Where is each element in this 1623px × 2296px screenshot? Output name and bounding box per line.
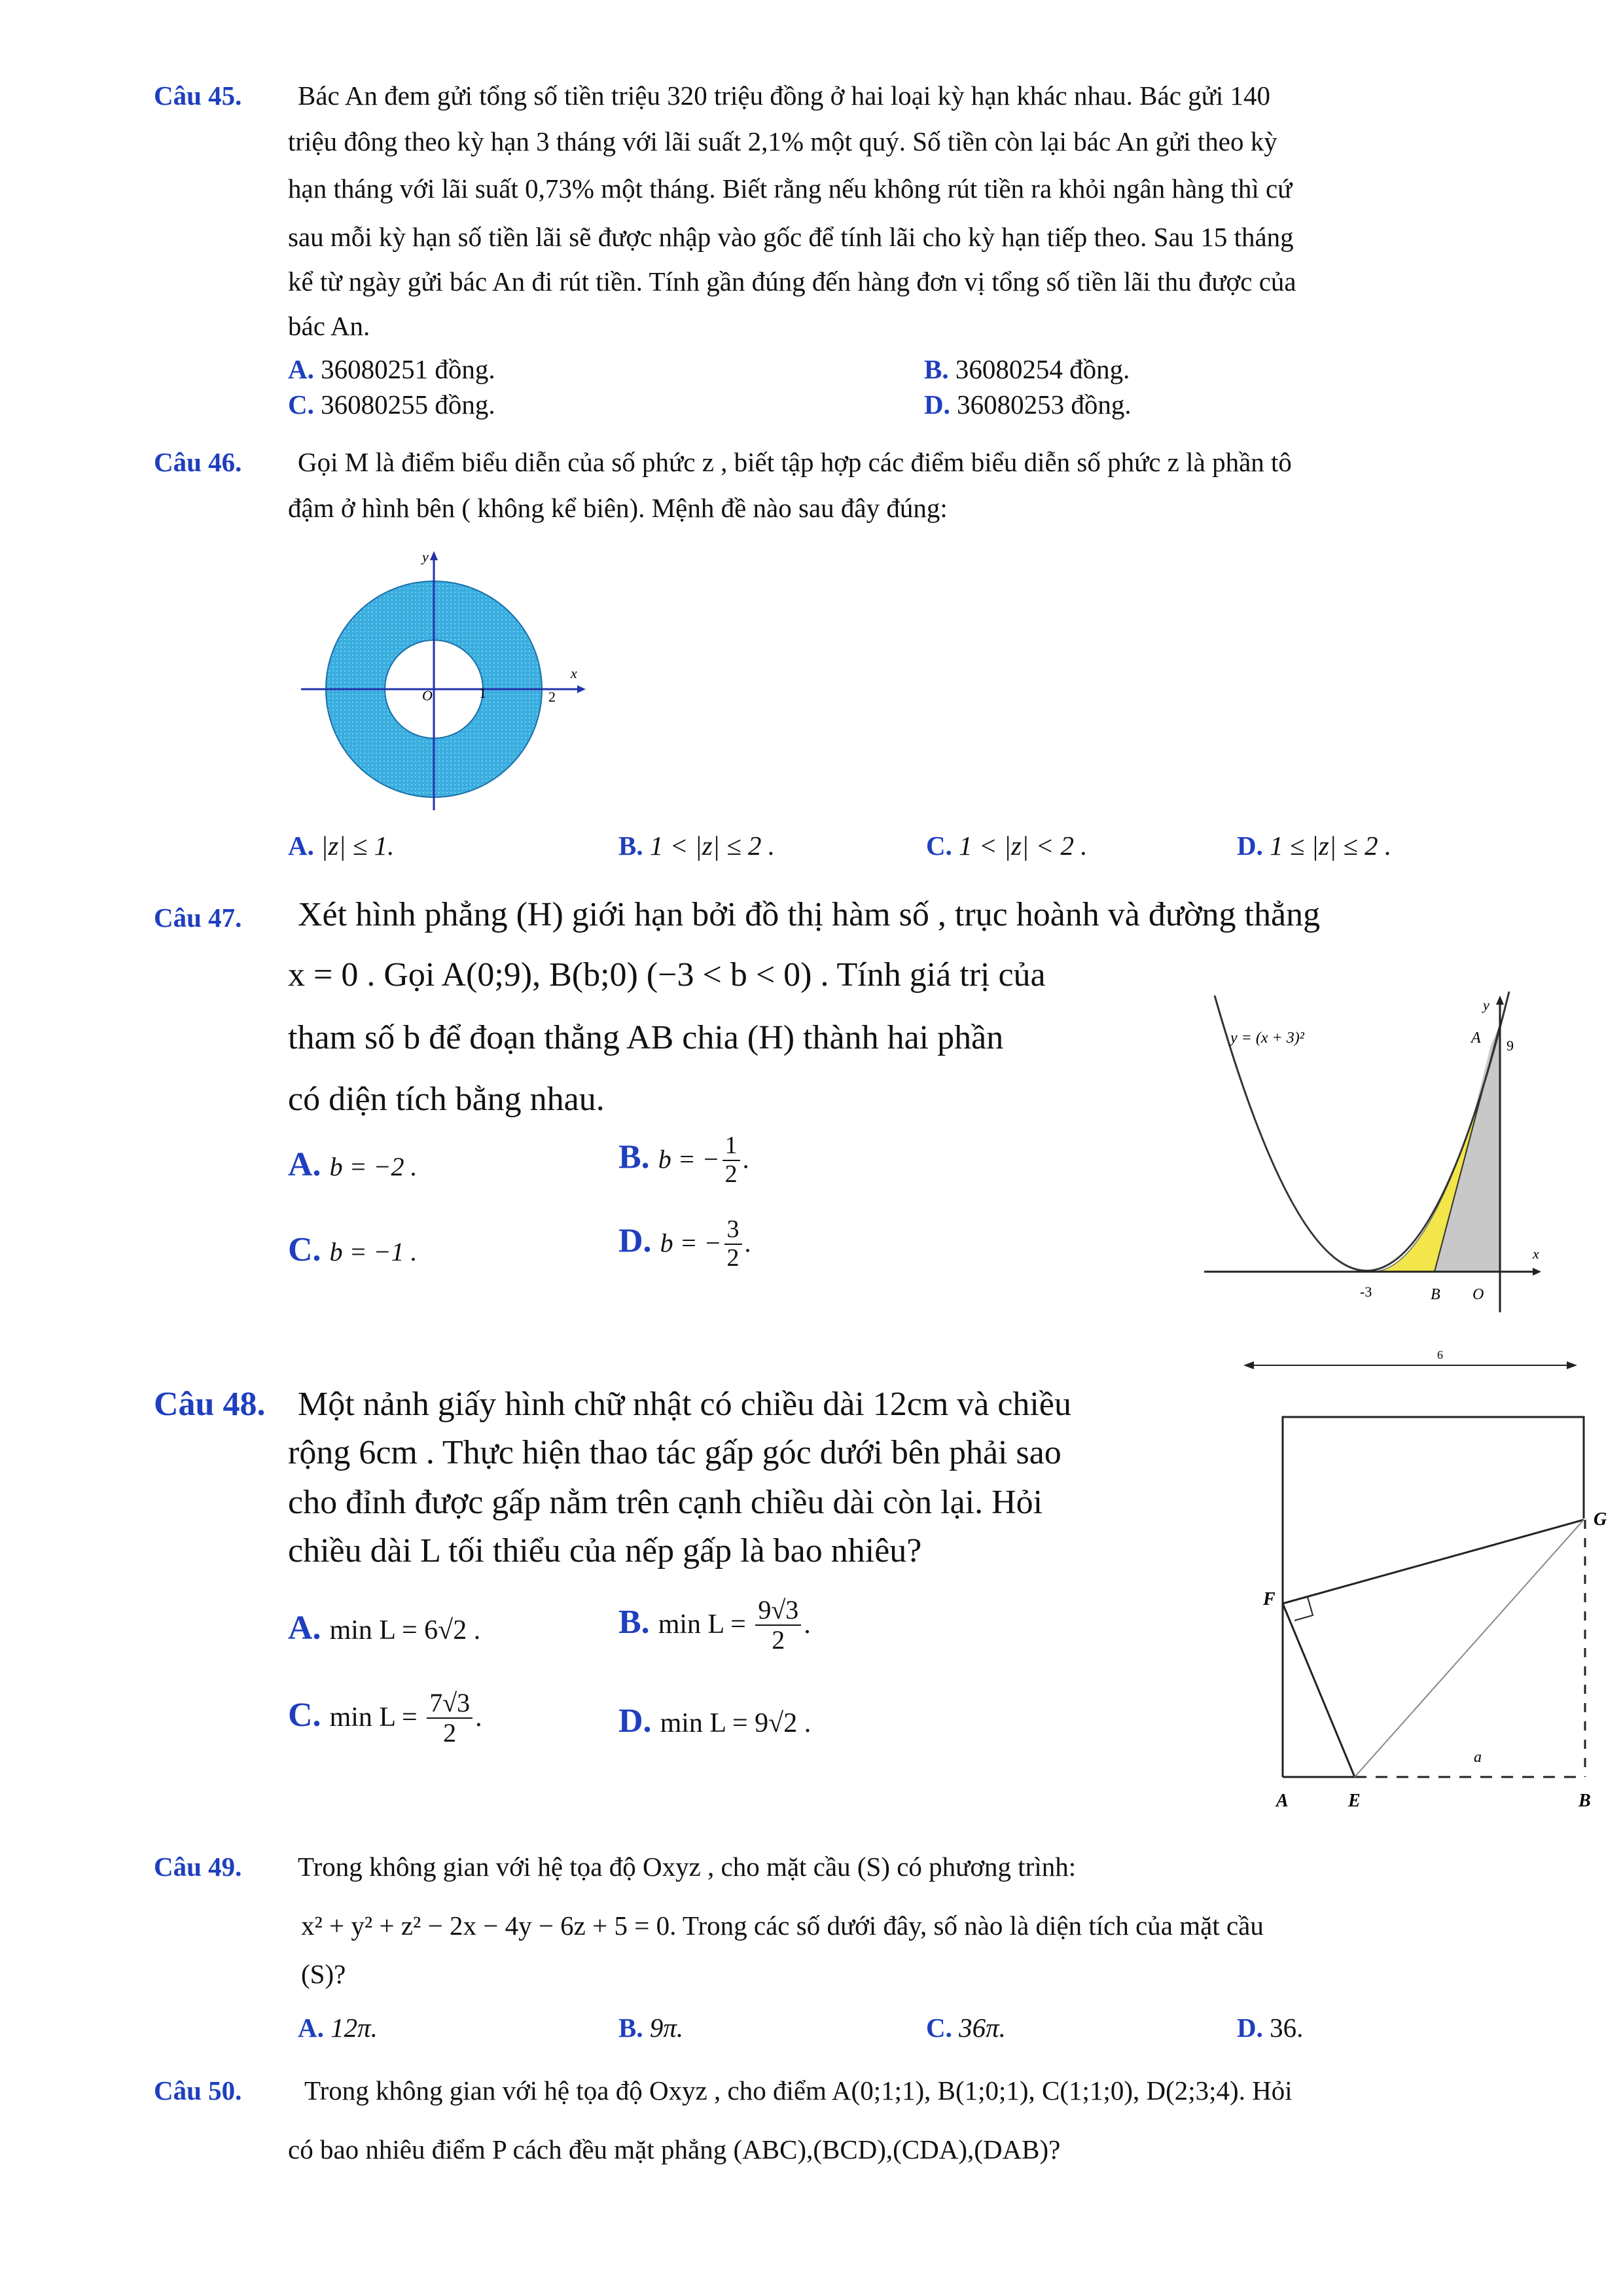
q47-label: Câu 47. [154,903,242,933]
q50-label: Câu 50. [154,2075,242,2106]
q47-option-d[interactable]: D. b = − $\frac{3}{2}$ . [618,1215,751,1272]
q48-line-1: Một nảnh giấy hình chữ nhật có chiều dài 12cm và chiều [298,1386,1071,1423]
q48-option-d[interactable]: D. min L = 9√2 . [618,1702,812,1740]
q48-label: Câu 48. [154,1386,266,1423]
label-b: B [1578,1791,1591,1811]
q47-option-c[interactable]: C. b = −1 . [288,1231,418,1268]
minus-3-label: -3 [1360,1283,1372,1300]
x-axis-arrow [577,685,586,693]
q46-annulus-figure [288,543,602,818]
q47-line-1: Xét hình phẳng (H) giới hạn bởi đồ thị hàm số , trục hoành và đường thẳng [298,896,1321,933]
right-angle-mark [1294,1597,1313,1621]
q46-option-d[interactable]: D. 1 ≤ |z| ≤ 2 . [1237,831,1392,861]
q47-line-2: x = 0 . Gọi A(0;9), B(b;0) (−3 < b < 0) . Tính giá trị của [288,956,1046,994]
width-label: 6 [1437,1348,1443,1361]
q49-option-c[interactable]: C. 36π. [926,2013,1006,2043]
q45-option-b[interactable]: B. 36080254 đồng. [924,354,1130,384]
x-label: x [1533,1246,1539,1262]
width-arrow-right [1567,1361,1577,1369]
value-9-label: 9 [1507,1037,1514,1054]
y-label: y [1483,997,1489,1013]
q48-line-3: cho đỉnh được gấp nằm trên cạnh chiều dài còn lại. Hỏi [288,1484,1043,1521]
q47-option-a[interactable]: A. b = −2 . [288,1146,418,1183]
fold-line-fe [1283,1604,1355,1777]
width-arrow-left [1243,1361,1254,1369]
q45-line-6: bác An. [288,311,370,341]
fold-line-fg [1283,1520,1584,1604]
x-label: x [571,665,577,681]
q45-line-2: triệu đông theo kỳ hạn 3 tháng với lãi suất 2,1% một quý. Số tiền còn lại bác An gửi theo kỳ [288,126,1277,156]
q50-line-1: Trong không gian với hệ tọa độ Oxyz , cho điểm A(0;1;1), B(1;0;1), C(1;1;0), D(2;3;4). Hỏi [304,2075,1293,2106]
y-label: y [422,548,429,565]
label-g: G [1594,1509,1607,1530]
origin-label: O [1472,1286,1484,1303]
label-a-length: a [1474,1749,1482,1766]
line-eg [1355,1520,1584,1777]
q48-line-4: chiều dài L tối thiểu của nếp gấp là bao nhiêu? [288,1532,922,1570]
paper-rectangle [1283,1417,1584,1777]
q46-option-b[interactable]: B. 1 < |z| ≤ 2 . [618,831,776,861]
q49-line-3: (S)? [301,1959,346,1989]
q45-option-c[interactable]: C. 36080255 đồng. [288,389,495,420]
q46-label: Câu 46. [154,447,242,477]
q48-option-b[interactable]: B. min L = $\frac{9√3}{2}$ . [618,1595,811,1655]
label-e: E [1348,1791,1361,1811]
label-f: F [1263,1589,1275,1609]
q49-line-1: Trong không gian với hệ tọa độ Oxyz , cho mặt cầu (S) có phương trình: [298,1852,1077,1882]
tick-1-label: 1 [479,685,486,701]
q45-label: Câu 45. [154,81,242,111]
q47-line-3: tham số b để đoạn thẳng AB chia (H) thành hai phần [288,1019,1004,1056]
q45-option-a[interactable]: A. 36080251 đồng. [288,354,495,384]
origin-label: O [422,687,433,704]
y-axis-arrow [1496,996,1504,1005]
q47-line-4: có diện tích bằng nhau. [288,1081,605,1118]
q49-option-d[interactable]: D. 36. [1237,2013,1304,2043]
q46-option-c[interactable]: C. 1 < |z| < 2 . [926,831,1088,861]
q45-line-1: Bác An đem gửi tổng số tiền triệu 320 triệu đồng ở hai loại kỳ hạn khác nhau. Bác gửi 140 [298,81,1271,111]
q47-parabola-figure [1204,992,1564,1316]
x-axis-arrow [1533,1268,1541,1276]
point-b-label: B [1431,1286,1440,1303]
q49-line-2: x² + y² + z² − 2x − 4y − 6z + 5 = 0. Trong các số dưới đây, số nào là diện tích của mặt cầu [301,1910,1264,1941]
q50-line-2: có bao nhiêu điểm P cách đều mặt phẳng (ABC),(BCD),(CDA),(DAB)? [288,2134,1061,2164]
q45-option-d[interactable]: D. 36080253 đồng. [924,389,1132,420]
q45-line-3: hạn tháng với lãi suất 0,73% một tháng. Biết rằng nếu không rút tiền ra khỏi ngân hàng thì cứ [288,173,1293,204]
q48-line-2: rộng 6cm . Thực hiện thao tác gấp góc dưới bên phải sao [288,1434,1061,1471]
label-a: A [1276,1791,1289,1811]
q46-line-1: Gọi M là điểm biểu diễn của số phức z , biết tập hợp các điểm biểu diễn số phức z là phần tô [298,447,1292,477]
q45-line-5: kể từ ngày gửi bác An đi rút tiền. Tính gần đúng đến hàng đơn vị tổng số tiền lãi thu được của [288,266,1296,296]
point-a-label: A [1471,1030,1481,1047]
curve-label: y = (x + 3)² [1230,1030,1304,1047]
q49-option-a[interactable]: A. 12π. [298,2013,378,2043]
q45-line-4: sau mỗi kỳ hạn số tiền lãi sẽ được nhập vào gốc để tính lãi cho kỳ hạn tiếp theo. Sau 15 tháng [288,222,1294,252]
q49-option-b[interactable]: B. 9π. [618,2013,684,2043]
q48-fold-figure [1243,1348,1610,1820]
q48-option-a[interactable]: A. min L = 6√2 . [288,1609,481,1647]
tick-2-label: 2 [548,689,556,705]
q49-label: Câu 49. [154,1852,242,1882]
q46-option-a[interactable]: A. |z| ≤ 1. [288,831,395,861]
q48-option-c[interactable]: C. min L = $\frac{7√3}{2}$ . [288,1688,482,1748]
q47-option-b[interactable]: B. b = − $\frac{1}{2}$ . [618,1132,749,1188]
q46-line-2: đậm ở hình bên ( không kể biên). Mệnh đề nào sau đây đúng: [288,493,948,523]
y-axis-arrow [430,551,438,560]
